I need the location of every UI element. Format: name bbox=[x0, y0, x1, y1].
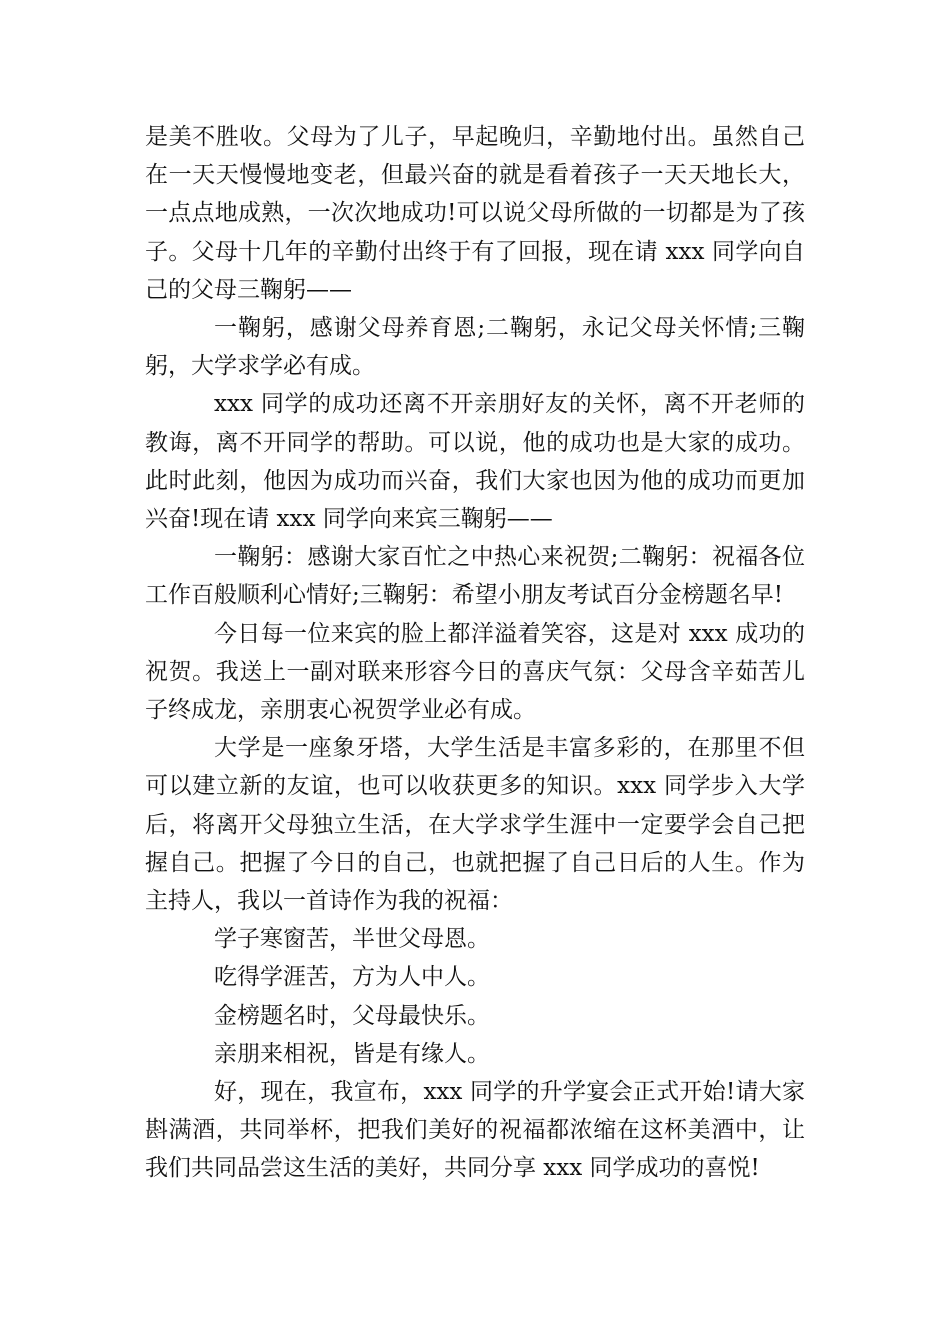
poem-line: 吃得学涯苦，方为人中人。 bbox=[214, 964, 490, 991]
paragraph-parents-bows: 一鞠躬，感谢父母养育恩;二鞠躬，永记父母关怀情;三鞠躬，大学求学必有成。 bbox=[145, 315, 805, 380]
document-body bbox=[145, 118, 805, 1188]
paragraph-guests-bows: 一鞠躬：感谢大家百忙之中热心来祝贺;二鞠躬：祝福各位工作百般顺利心情好;三鞠躬：希望小朋友考试百分金榜题名早! bbox=[145, 544, 805, 609]
poem-line: 学子寒窗苦，半世父母恩。 bbox=[214, 926, 490, 953]
paragraph-parents-bow-intro: 是美不胜收。父母为了儿子，早起晚归，辛勤地付出。虽然自己在一天天慢慢地变老，但最兴奋的就是看着孩子一天天地长大，一点点地成熟，一次次地成功!可以说父母所做的一切都是为了孩子。父母十几年的辛勤付出终于有了回报，现在请 xxx 同学向自己的父母三鞠躬—— bbox=[145, 124, 805, 303]
paragraph-closing: 好，现在，我宣布，xxx 同学的升学宴会正式开始!请大家斟满酒，共同举杯，把我们美好的祝福都浓缩在这杯美酒中，让我们共同品尝这生活的美好，共同分享 xxx 同学成功的喜悦! bbox=[145, 1079, 805, 1182]
poem-line: 金榜题名时，父母最快乐。 bbox=[214, 1002, 490, 1029]
paragraph-guests-bow-intro: xxx 同学的成功还离不开亲朋好友的关怀，离不开老师的教诲，离不开同学的帮助。可以说，他的成功也是大家的成功。此时此刻，他因为成功而兴奋，我们大家也因为他的成功而更加兴奋!现在请 xxx 同学向来宾三鞠躬—— bbox=[145, 391, 805, 533]
paragraph-couplet: 今日每一位来宾的脸上都洋溢着笑容，这是对 xxx 成功的祝贺。我送上一副对联来形容今日的喜庆气氛：父母含辛茹苦儿子终成龙，亲朋衷心祝贺学业必有成。 bbox=[145, 620, 805, 724]
poem-line: 亲朋来相祝，皆是有缘人。 bbox=[214, 1040, 490, 1067]
paragraph-university-life: 大学是一座象牙塔，大学生活是丰富多彩的，在那里不但可以建立新的友谊，也可以收获更多的知识。xxx 同学步入大学后，将离开父母独立生活，在大学求学生涯中一定要学会自己把握自己。把握了今日的自己，也就把握了自己日后的人生。作为主持人，我以一首诗作为我的祝福： bbox=[145, 735, 805, 915]
